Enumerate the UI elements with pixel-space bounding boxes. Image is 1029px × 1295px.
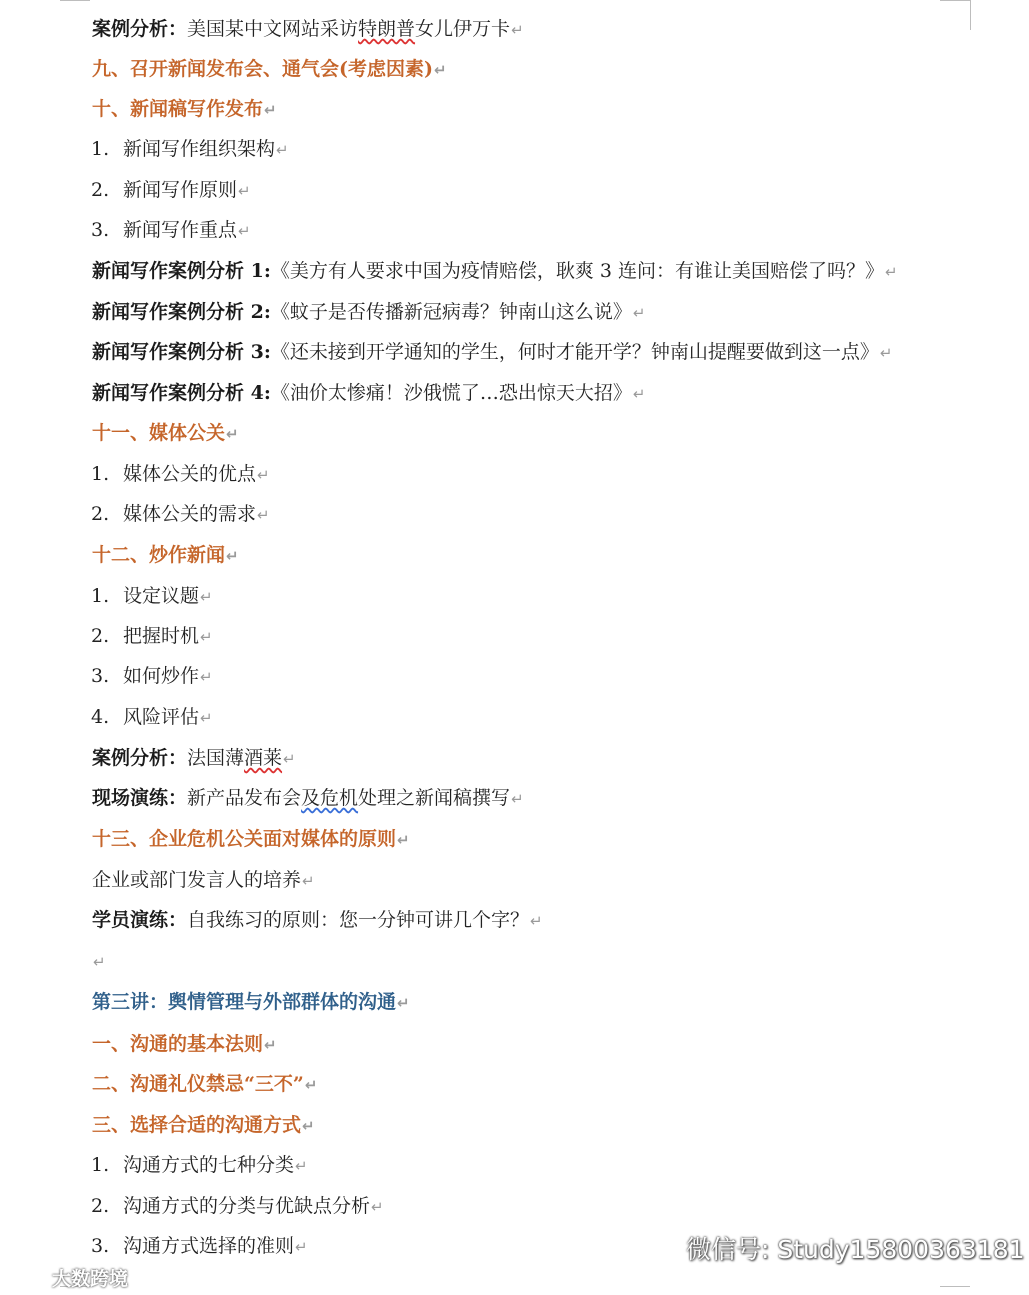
paragraph-mark-icon: ↵ [257,506,270,524]
list-number: 2. [91,625,110,647]
doc-line [92,783,524,813]
paragraph-mark-icon: ↵ [295,1238,308,1256]
paragraph-mark-icon: ↵ [885,263,898,281]
line-text: 媒体公关的需求 [123,503,257,525]
paragraph-mark-icon: ↵ [283,750,296,768]
line-text: 美国某中文网站采访 [187,18,359,40]
line-text: 新闻写作组织架构 [123,138,276,160]
doc-line [92,946,106,976]
crop-mark-top-left [60,0,90,1]
paragraph-mark-icon: ↵ [295,1157,308,1175]
doc-line [92,865,315,895]
line-text: 风险评估 [123,706,200,728]
bold-label: 现场演练： [92,787,188,809]
bold-label: 新闻写作案例分析 4: [92,382,271,404]
line-text: 媒体公关的优点 [123,463,257,485]
line-text: 沟通方式选择的准则 [123,1235,295,1257]
line-text: 新产品发布会 [187,787,302,809]
line-text: 沟通方式的七种分类 [123,1154,295,1176]
brand-logo-icon [8,1265,48,1289]
bold-label: 新闻写作案例分析 1: [92,260,271,282]
paragraph-mark-icon: ↵ [238,182,251,200]
paragraph-mark-icon: ↵ [264,101,277,119]
doc-line [91,1150,308,1180]
list-number: 1. [91,138,110,160]
doc-line [91,134,289,164]
paragraph-mark-icon: ↵ [200,709,213,727]
doc-line [92,54,447,84]
doc-line [92,256,898,286]
list-number: 3. [91,219,110,241]
paragraph-mark-icon: ↵ [511,21,524,39]
line-text: 《蚊子是否传播新冠病毒？钟南山这么说》 [270,301,632,323]
doc-line [92,418,239,448]
line-text-tail: 处理之新闻稿撰写 [358,787,511,809]
line-text: 设定议题 [123,585,200,607]
line-text: 二、沟通礼仪禁忌“三不” [92,1073,304,1095]
line-text-tail: 女儿伊万卡 [415,18,511,40]
line-text: 企业或部门发言人的培养 [92,869,302,891]
paragraph-mark-icon: ↵ [226,547,239,565]
paragraph-mark-icon: ↵ [397,994,410,1012]
brand-watermark [8,1262,128,1292]
paragraph-mark-icon: ↵ [632,385,646,403]
paragraph-mark-icon: ↵ [257,466,270,484]
list-number: 1. [91,1154,110,1176]
doc-line [92,378,645,408]
doc-line [92,540,239,570]
line-text: 三、选择合适的沟通方式 [92,1114,302,1136]
crop-mark-top-right [940,0,970,1]
doc-line [92,905,543,935]
paragraph-mark-icon: ↵ [264,1036,277,1054]
bold-label: 案例分析： [92,18,188,40]
doc-line [92,1110,315,1140]
paragraph-mark-icon: ↵ [511,790,524,808]
wechat-id-label: 微信号: Study15800363181 [686,1235,1025,1264]
list-number: 1. [91,463,110,485]
line-text: 十二、炒作新闻 [92,544,226,566]
paragraph-mark-icon: ↵ [200,588,213,606]
paragraph-mark-icon: ↵ [433,61,447,79]
line-text: 《油价太惨痛！沙俄慌了…恐出惊天大招》 [270,382,632,404]
crop-mark-top-right-v [970,0,971,30]
line-text: 沟通方式的分类与优缺点分析 [123,1195,371,1217]
doc-line [91,621,213,651]
doc-line [91,499,270,529]
line-text: 把握时机 [123,625,200,647]
list-number: 3. [91,665,110,687]
paragraph-mark-icon: ↵ [879,344,893,362]
line-text: 九、召开新闻发布会、通气会(考虑因素) [92,58,433,80]
bold-label: 新闻写作案例分析 2: [92,301,271,323]
list-number: 1. [91,585,110,607]
line-text: 新闻写作重点 [123,219,238,241]
wechat-watermark [638,1228,1025,1268]
doc-line [92,743,296,773]
paragraph-mark-icon: ↵ [200,628,213,646]
line-text: 《还未接到开学通知的学生，何时才能开学？钟南山提醒要做到这一点》 [270,341,879,363]
list-number: 3. [91,1235,110,1257]
doc-line [92,1029,277,1059]
paragraph-mark-icon: ↵ [397,831,410,849]
doc-line [92,1069,317,1099]
paragraph-mark-icon: ↵ [200,668,213,686]
doc-line [92,987,410,1017]
doc-line [91,702,213,732]
doc-line [91,175,251,205]
crop-mark-bottom-right [940,1286,970,1287]
bold-label: 学员演练： [92,909,188,931]
doc-line [92,297,645,327]
doc-line [91,215,251,245]
list-number: 2. [91,1195,110,1217]
line-text: 十三、企业危机公关面对媒体的原则 [92,828,397,850]
line-text: 法国薄 [187,747,245,769]
line-text: 自我练习的原则：您一分钟可讲几个字？ [187,909,530,931]
wechat-icon [638,1230,680,1266]
line-text: 新闻写作原则 [123,179,238,201]
paragraph-mark-icon: ↵ [530,912,543,930]
doc-line [91,581,213,611]
paragraph-mark-icon: ↵ [302,1117,315,1135]
spellcheck-flagged-text: 酒莱 [244,747,283,769]
paragraph-mark-icon: ↵ [632,304,646,322]
paragraph-mark-icon: ↵ [371,1198,384,1216]
bold-label: 新闻写作案例分析 3: [92,341,271,363]
list-number: 2. [91,503,110,525]
line-text: 如何炒作 [123,665,200,687]
bold-label: 案例分析： [92,747,188,769]
doc-line [92,824,410,854]
line-text: 十一、媒体公关 [92,422,226,444]
brand-logo-text: 大数跨境 [52,1267,129,1290]
line-text: 《美方有人要求中国为疫情赔偿，耿爽 3 连问：有谁让美国赔偿了吗？》 [270,260,885,282]
doc-line [92,94,277,124]
list-number: 4. [91,706,110,728]
doc-line [91,1231,308,1261]
doc-line [92,337,892,367]
doc-line [91,661,213,691]
paragraph-mark-icon: ↵ [276,141,289,159]
line-text: 第三讲：舆情管理与外部群体的沟通 [92,991,397,1013]
line-text: 一、沟通的基本法则 [92,1033,264,1055]
paragraph-mark-icon: ↵ [302,872,315,890]
line-text: 十、新闻稿写作发布 [92,98,264,120]
paragraph-mark-icon: ↵ [304,1076,318,1094]
doc-line [92,14,524,44]
paragraph-mark-icon: ↵ [238,222,251,240]
doc-line [91,459,270,489]
grammar-flagged-text: 及危机 [301,787,359,809]
spellcheck-flagged-text: 特朗普 [358,18,416,40]
doc-line [91,1191,384,1221]
list-number: 2. [91,179,110,201]
paragraph-mark-icon: ↵ [226,425,239,443]
paragraph-mark-icon: ↵ [93,953,106,971]
